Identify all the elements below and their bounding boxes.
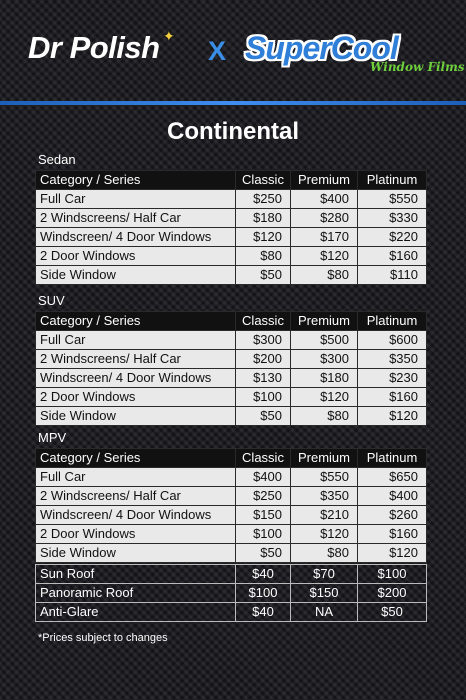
row-label: Panoramic Roof [36,584,236,603]
row-label: Full Car [36,468,236,487]
section-label-suv: SUV [38,293,65,308]
brand-separator: X [208,36,227,66]
table-row [36,266,427,285]
column-header: Classic [236,449,291,468]
price-platinum: $160 [358,525,427,544]
price-classic: $100 [236,525,291,544]
column-header: Platinum [358,312,427,331]
table-header-row [36,312,427,331]
row-label: Full Car [36,331,236,350]
table-row [36,388,427,407]
table-row [36,369,427,388]
price-premium: $120 [291,525,358,544]
price-platinum: $400 [358,487,427,506]
price-platinum: $600 [358,331,427,350]
table-row [36,228,427,247]
column-header: Premium [291,449,358,468]
price-premium: $80 [291,266,358,285]
section-label-mpv: MPV [38,430,67,445]
row-label: 2 Windscreens/ Half Car [36,487,236,506]
price-premium: $210 [291,506,358,525]
row-label: Side Window [36,407,236,426]
row-label: Sun Roof [36,565,236,584]
price-premium: $120 [291,388,358,407]
price-premium: NA [291,603,358,622]
price-premium: $280 [291,209,358,228]
price-premium: $120 [291,247,358,266]
price-classic: $100 [236,388,291,407]
price-premium: $300 [291,350,358,369]
row-label: Windscreen/ 4 Door Windows [36,369,236,388]
price-platinum: $220 [358,228,427,247]
table-row [36,525,427,544]
column-header: Classic [236,312,291,331]
table-row [36,603,427,622]
row-label: Full Car [36,190,236,209]
price-classic: $150 [236,506,291,525]
column-header: Category / Series [36,312,236,331]
table-row [36,247,427,266]
row-label: 2 Door Windows [36,388,236,407]
price-platinum: $100 [358,565,427,584]
row-label: Windscreen/ 4 Door Windows [36,228,236,247]
price-classic: $130 [236,369,291,388]
table-row [36,190,427,209]
price-premium: $550 [291,468,358,487]
row-label: Side Window [36,544,236,563]
price-table-mpv [35,448,427,563]
price-classic: $300 [236,331,291,350]
price-premium: $400 [291,190,358,209]
column-header: Category / Series [36,449,236,468]
price-platinum: $650 [358,468,427,487]
column-header: Platinum [358,449,427,468]
disclaimer-note: *Prices subject to changes [38,632,168,644]
column-header: Premium [291,171,358,190]
table-header-row [36,449,427,468]
row-label: Anti-Glare [36,603,236,622]
row-label: Side Window [36,266,236,285]
price-classic: $50 [236,407,291,426]
price-platinum: $50 [358,603,427,622]
price-platinum: $230 [358,369,427,388]
price-premium: $500 [291,331,358,350]
column-header: Classic [236,171,291,190]
price-premium: $170 [291,228,358,247]
table-row [36,487,427,506]
price-premium: $350 [291,487,358,506]
price-premium: $180 [291,369,358,388]
table-row [36,544,427,563]
column-header: Platinum [358,171,427,190]
price-classic: $40 [236,565,291,584]
price-classic: $200 [236,350,291,369]
price-premium: $70 [291,565,358,584]
page-title: Continental [167,118,299,145]
price-classic: $400 [236,468,291,487]
price-classic: $100 [236,584,291,603]
price-classic: $250 [236,487,291,506]
row-label: 2 Door Windows [36,525,236,544]
table-row [36,565,427,584]
price-platinum: $330 [358,209,427,228]
row-label: 2 Windscreens/ Half Car [36,209,236,228]
row-label: 2 Windscreens/ Half Car [36,350,236,369]
table-row [36,350,427,369]
table-row [36,506,427,525]
price-platinum: $260 [358,506,427,525]
brand-tagline: Window Films [370,60,465,74]
row-label: 2 Door Windows [36,247,236,266]
sparkle-icon: ✦ [163,28,175,44]
price-classic: $40 [236,603,291,622]
table-row [36,584,427,603]
brand-logo-supercool: SuperCool [245,30,398,66]
header-divider [0,101,466,105]
column-header: Premium [291,312,358,331]
section-label-sedan: Sedan [38,152,76,167]
price-premium: $150 [291,584,358,603]
price-classic: $80 [236,247,291,266]
price-classic: $50 [236,266,291,285]
header [0,0,466,105]
table-row [36,407,427,426]
price-platinum: $160 [358,388,427,407]
extras-table [35,564,427,622]
price-classic: $180 [236,209,291,228]
price-classic: $250 [236,190,291,209]
table-header-row [36,171,427,190]
price-platinum: $350 [358,350,427,369]
brand-logo-drpolish: Dr Polish [28,30,160,65]
price-platinum: $120 [358,407,427,426]
price-platinum: $550 [358,190,427,209]
price-table-sedan [35,170,427,285]
price-platinum: $120 [358,544,427,563]
table-row [36,468,427,487]
price-premium: $80 [291,544,358,563]
price-platinum: $110 [358,266,427,285]
price-classic: $50 [236,544,291,563]
price-premium: $80 [291,407,358,426]
table-row [36,209,427,228]
price-classic: $120 [236,228,291,247]
column-header: Category / Series [36,171,236,190]
price-platinum: $200 [358,584,427,603]
row-label: Windscreen/ 4 Door Windows [36,506,236,525]
price-platinum: $160 [358,247,427,266]
price-table-suv [35,311,427,426]
table-row [36,331,427,350]
